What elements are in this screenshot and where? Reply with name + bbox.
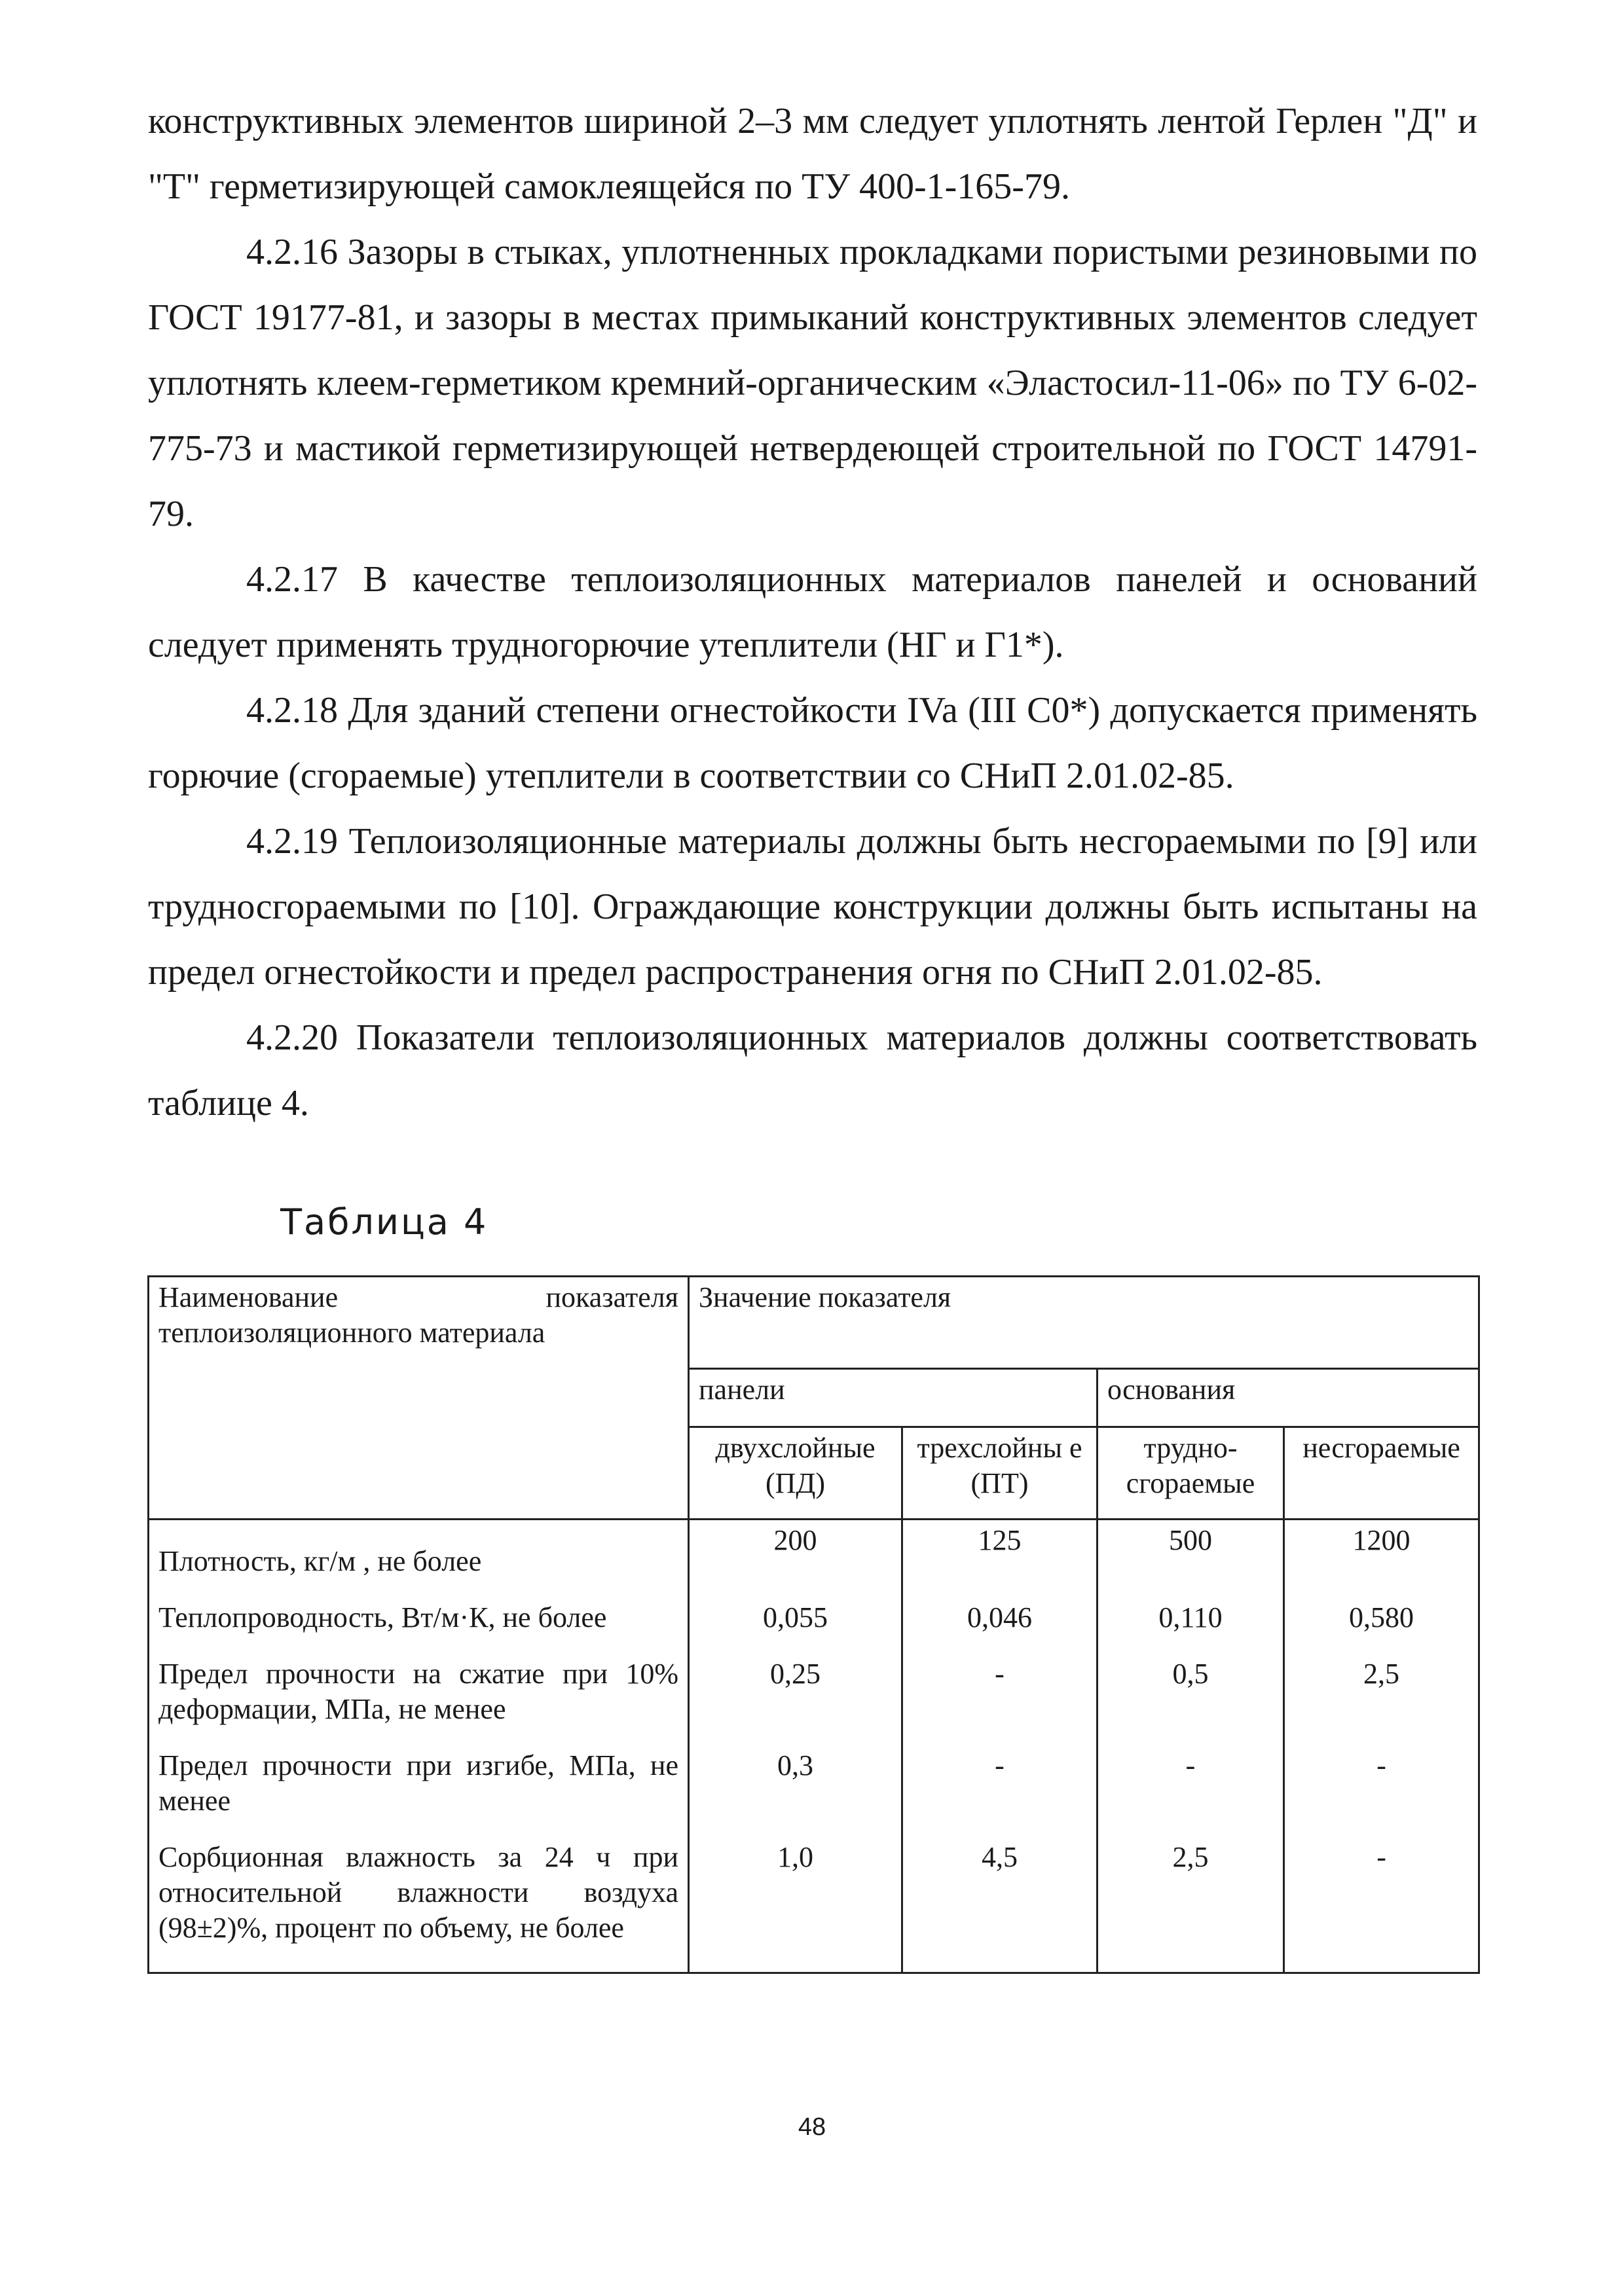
row-name: Предел прочности при изгибе, МПа, не менее	[149, 1730, 689, 1821]
table-row	[149, 1821, 1479, 1973]
row-value: 0,055	[689, 1582, 902, 1638]
row-name: Теплопроводность, Вт/м·К, не более	[149, 1582, 689, 1638]
row-value: -	[902, 1638, 1098, 1730]
header-indicator-value: Значение показателя	[689, 1277, 1479, 1369]
row-value: -	[1284, 1821, 1479, 1973]
paragraph-4-2-18: 4.2.18 Для зданий степени огнестойкости IVa (III С0*) допускается применять горючие (сгораемые) утеплители в соответствии со СНиП 2.01.02-85.	[148, 690, 1477, 796]
row-value: -	[1098, 1730, 1284, 1821]
row-value: 2,5	[1284, 1638, 1479, 1730]
row-value: 0,110	[1098, 1582, 1284, 1638]
row-name: Сорбционная влажность за 24 ч при относительной влажности воздуха (98±2)%, процент по объему, не более	[149, 1821, 689, 1973]
header-col-three-layer: трехслойны е (ПТ)	[902, 1427, 1098, 1520]
row-value: 0,3	[689, 1730, 902, 1821]
row-value: 1,0	[689, 1821, 902, 1973]
paragraph-4-2-17: 4.2.17 В качестве теплоизоляционных материалов панелей и оснований следует применять трудногорючие утеплители (НГ и Г1*).	[148, 559, 1477, 665]
paragraph-4-2-20: 4.2.20 Показатели теплоизоляционных материалов должны соответствовать таблице 4.	[148, 1017, 1477, 1123]
header-col-non-combustible: несгораемые	[1284, 1427, 1479, 1520]
table-row	[149, 1520, 1479, 1582]
header-col-two-layer: двухслойные (ПД)	[689, 1427, 902, 1520]
row-name: Предел прочности на сжатие при 10% деформации, МПа, не менее	[149, 1638, 689, 1730]
row-value: 4,5	[902, 1821, 1098, 1973]
row-value: 0,25	[689, 1638, 902, 1730]
header-panels: панели	[689, 1369, 1098, 1427]
paragraph-4-2-16: 4.2.16 Зазоры в стыках, уплотненных прокладками пористыми резиновыми по ГОСТ 19177-81, и зазоры в местах примыканий конструктивных элементов следует уплотнять клеем-герметиком кремний-органическим «Эластосил-11-06» по ТУ 6-02-775-73 и мастикой герметизирующей нетвердеющей строительной по ГОСТ 14791-79.	[148, 232, 1477, 534]
header-bases: основания	[1098, 1369, 1479, 1427]
row-value: 500	[1098, 1520, 1284, 1582]
row-value: 0,580	[1284, 1582, 1479, 1638]
paragraph-4-2-19: 4.2.19 Теплоизоляционные материалы должны быть несгораемыми по [9] или трудносгораемыми по [10]. Ограждающие конструкции должны быть испытаны на предел огнестойкости и предел распространения огня по СНиП 2.01.02-85.	[148, 821, 1477, 993]
header-indicator-name: Наименование показателя теплоизоляционного материала	[149, 1277, 689, 1520]
row-value: 0,046	[902, 1582, 1098, 1638]
table-row	[149, 1638, 1479, 1730]
table-row	[149, 1730, 1479, 1821]
row-value: -	[902, 1730, 1098, 1821]
row-value: 0,5	[1098, 1638, 1284, 1730]
paragraph-continuation: конструктивных элементов шириной 2–3 мм следует уплотнять лентой Герлен "Д" и "Т" герметизирующей самоклеящейся по ТУ 400-1-165-79.	[148, 101, 1477, 207]
page-number: 48	[798, 2113, 826, 2141]
row-value: 2,5	[1098, 1821, 1284, 1973]
row-value: 1200	[1284, 1520, 1479, 1582]
row-value: 125	[902, 1520, 1098, 1582]
row-name: Плотность, кг/м , не более	[149, 1520, 689, 1582]
body-text	[148, 88, 1477, 1136]
row-value: -	[1284, 1730, 1479, 1821]
table-caption: Таблица 4	[280, 1201, 489, 1243]
table-row	[149, 1582, 1479, 1638]
table-4	[147, 1275, 1480, 1974]
row-value: 200	[689, 1520, 902, 1582]
header-col-hardly-combustible: трудно-сгораемые	[1098, 1427, 1284, 1520]
